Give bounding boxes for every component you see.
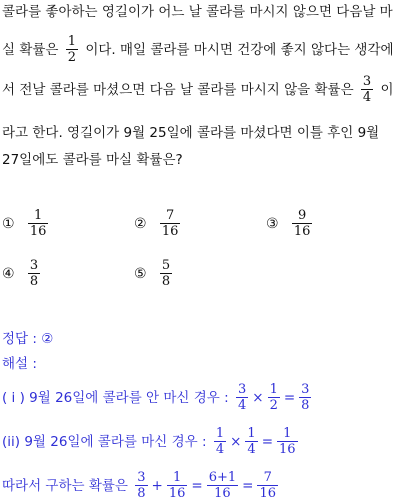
choice-3[interactable]: ③ $\frac{9}{16}$ <box>266 208 311 239</box>
final-line: 따라서 구하는 확률은 $\frac{3}{8}$ + $\frac{1}{16}$ = $\frac{6+1}{16}$ = $\frac{7}{16}$ <box>2 470 276 501</box>
case-1-line: ( i ) 9월 26일에 콜라를 안 마신 경우 : $\frac{3}{4}$ × $\frac{1}{2}$ = $\frac{3}{8}$ <box>2 382 310 413</box>
choice-2[interactable]: ② $\frac{7}{16}$ <box>134 208 179 239</box>
question-line-5: 27일에도 콜라를 마실 확률은? <box>2 152 183 168</box>
fraction-one-half: $\frac{1}{2}$ <box>67 34 77 65</box>
question-line-4: 라고 한다. 영길이가 9월 25일에 콜라를 마셨다면 이틀 후인 9월 <box>2 125 380 141</box>
question-line-2: 실 확률은 $\frac{1}{2}$ 이다. 매일 콜라를 마시면 건강에 좋지 않다는 생각에 <box>2 34 394 65</box>
answer-line: 정답 : ② <box>2 331 54 347</box>
fraction-three-quarters: $\frac{3}{4}$ <box>362 74 372 105</box>
choice-5[interactable]: ⑤ $\frac{5}{8}$ <box>134 258 171 289</box>
choice-1[interactable]: ① $\frac{1}{16}$ <box>2 208 47 239</box>
explanation-label: 해설 : <box>2 356 37 372</box>
question-line-1: 콜라를 좋아하는 영길이가 어느 날 콜라를 마시지 않으면 다음날 마 <box>2 4 393 20</box>
question-line-3: 서 전날 콜라를 마셨으면 다음 날 콜라를 마시지 않을 확률은 $\frac{3}{4}$ 이 <box>2 74 394 105</box>
case-2-line: (ii) 9월 26일에 콜라를 마신 경우 : $\frac{1}{4}$ × $\frac{1}{4}$ = $\frac{1}{16}$ <box>2 426 296 457</box>
choice-4[interactable]: ④ $\frac{3}{8}$ <box>2 258 39 289</box>
